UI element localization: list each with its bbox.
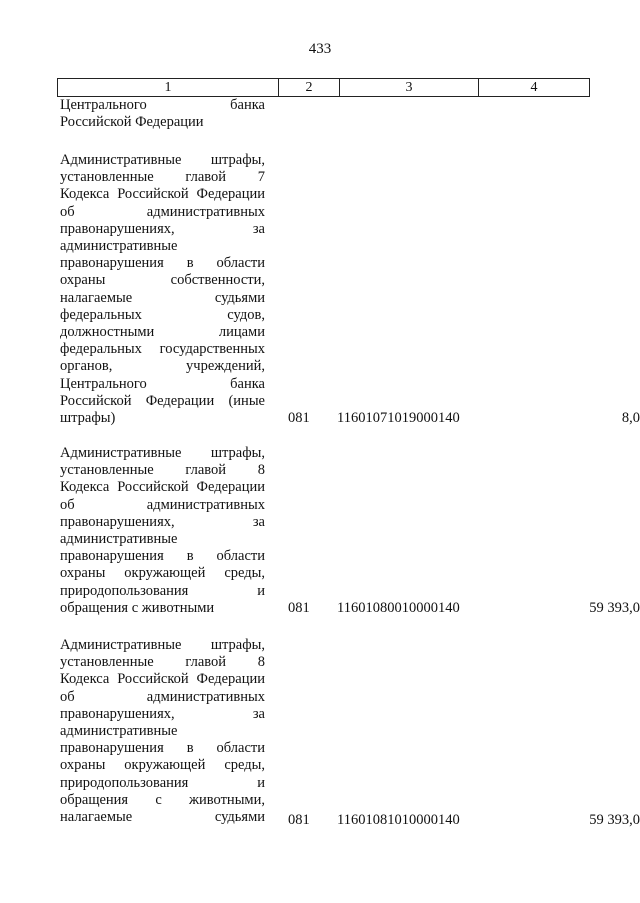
description-line: Центрального банка (60, 375, 265, 392)
column-header-3: 3 (340, 79, 479, 97)
budget-code: 11601080010000140 (337, 600, 460, 616)
description-line: налагаемые судьями (60, 809, 265, 826)
description-line: природопользования и (60, 582, 265, 599)
description-line: правонарушения в области (60, 255, 265, 272)
amount: 8,0 (621, 410, 640, 426)
description-line: охраны окружающей среды, (60, 565, 265, 582)
description-line: правонарушениях, за (60, 705, 265, 722)
description-line: природопользования и (60, 774, 265, 791)
row-description (60, 637, 265, 826)
description-line: охраны собственности, (60, 272, 265, 289)
column-header-1: 1 (58, 79, 279, 97)
description-line: федеральных судов, (60, 306, 265, 323)
admin-code: 081 (288, 812, 310, 828)
budget-code: 11601071019000140 (337, 410, 460, 426)
row-description (60, 152, 265, 427)
description-line: административные (60, 238, 178, 255)
description-line: об административных (60, 688, 265, 705)
description-line: об административных (60, 496, 265, 513)
description-line: административные (60, 723, 178, 740)
description-line: должностными лицами (60, 324, 265, 341)
description-line: Кодекса Российской Федерации (60, 479, 265, 496)
description-line: правонарушениях, за (60, 220, 265, 237)
description-line: установленные главой 7 (60, 169, 265, 186)
column-header-4: 4 (479, 79, 590, 97)
description-line: федеральных государственных (60, 341, 265, 358)
admin-code: 081 (288, 600, 310, 616)
description-line: Российской Федерации (60, 114, 204, 131)
description-line: установленные главой 8 (60, 462, 265, 479)
description-line: Центрального банка (60, 97, 265, 113)
description-line: Российской Федерации (иные (60, 392, 265, 409)
description-line: обращения с животными, (60, 791, 265, 808)
description-line: Административные штрафы, (60, 637, 265, 653)
description-line: правонарушения в области (60, 740, 265, 757)
description-line: налагаемые судьями (60, 289, 265, 306)
description-line: Административные штрафы, (60, 152, 265, 168)
amount: 59 393,0 (589, 600, 640, 616)
amount: 59 393,0 (589, 812, 640, 828)
admin-code: 081 (288, 410, 310, 426)
column-header-table (57, 78, 590, 97)
description-line: об административных (60, 203, 265, 220)
description-line: охраны окружающей среды, (60, 757, 265, 774)
column-header-2: 2 (279, 79, 340, 97)
description-line: установленные главой 8 (60, 654, 265, 671)
description-line: Кодекса Российской Федерации (60, 186, 265, 203)
description-line: органов, учреждений, (60, 358, 265, 375)
description-line: штрафы) (60, 410, 116, 427)
row-description (60, 97, 265, 131)
description-line: Административные штрафы, (60, 445, 265, 461)
description-line: правонарушения в области (60, 548, 265, 565)
page-number: 433 (308, 41, 332, 57)
description-line: административные (60, 531, 178, 548)
description-line: обращения с животными (60, 599, 215, 616)
row-description (60, 445, 265, 617)
description-line: Кодекса Российской Федерации (60, 671, 265, 688)
budget-code: 11601081010000140 (337, 812, 460, 828)
description-line: правонарушениях, за (60, 513, 265, 530)
